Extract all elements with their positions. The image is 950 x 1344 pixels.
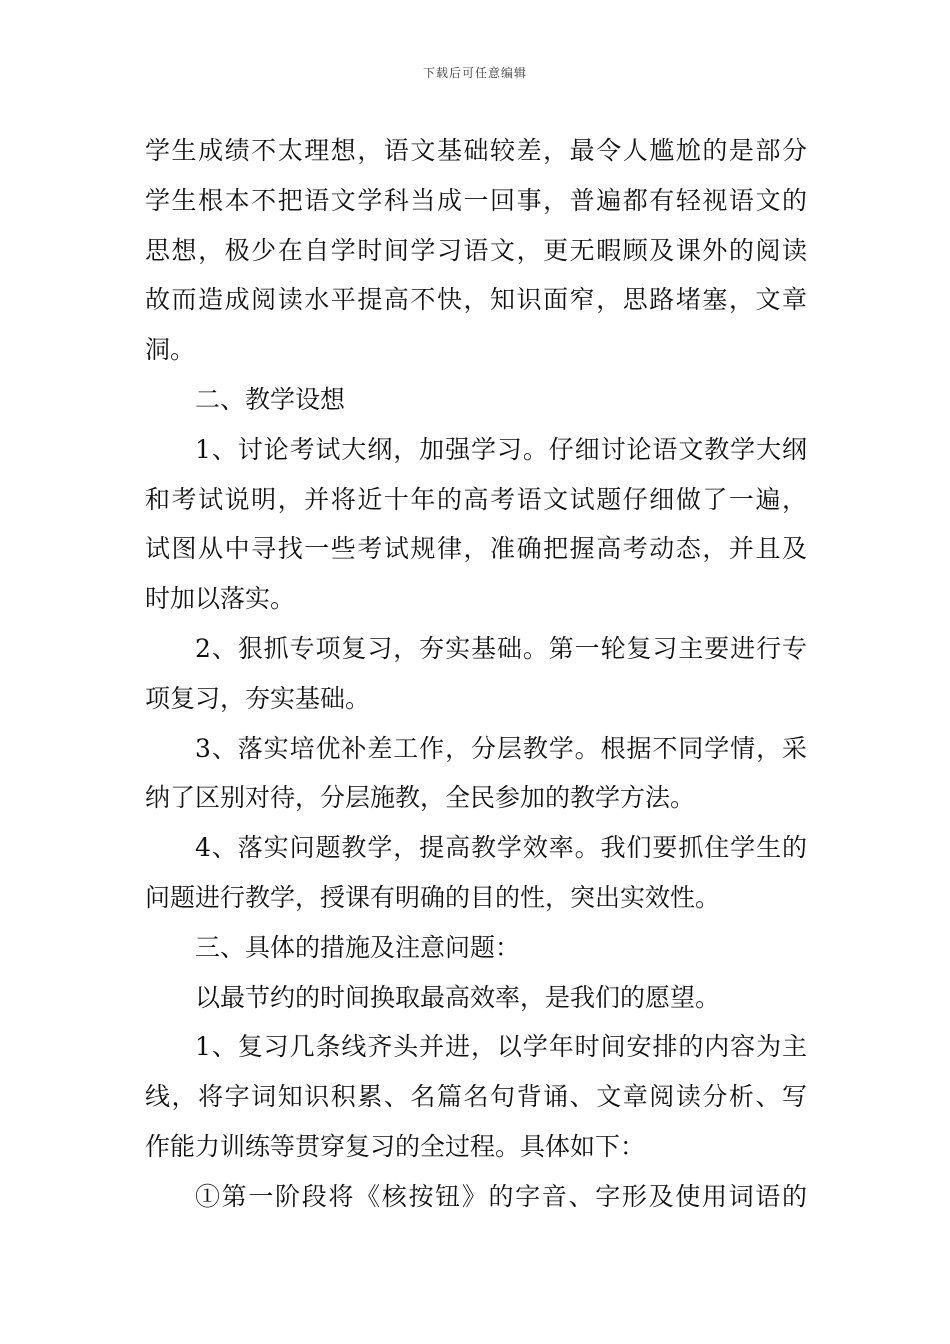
text-line: 思想，极少在自学时间学习语文，更无暇顾及课外的阅读	[145, 235, 807, 265]
text-line: 1、复习几条线齐头并进，以学年时间安排的内容为主	[195, 1032, 807, 1062]
text-line: 项复习，夯实基础。	[145, 683, 371, 713]
text-line: ①第一阶段将《核按钮》的字音、字形及使用词语的	[195, 1181, 807, 1211]
text-line: 2、狠抓专项复习，夯实基础。第一轮复习主要进行专	[195, 633, 807, 663]
text-line: 线，将字词知识积累、名篇名句背诵、文章阅读分析、写	[145, 1082, 807, 1112]
text-line: 以最节约的时间换取最高效率，是我们的愿望。	[195, 982, 721, 1012]
text-line: 3、落实培优补差工作，分层教学。根据不同学情，采	[195, 733, 807, 763]
text-line: 故而造成阅读水平提高不快，知识面窄，思路堵塞，文章	[145, 285, 807, 315]
section-heading: 二、教学设想	[195, 384, 346, 414]
text-line: 和考试说明，并将近十年的高考语文试题仔细做了一遍，	[145, 484, 807, 514]
text-line: 时加以落实。	[145, 584, 296, 614]
text-line: 学生根本不把语文学科当成一回事，普遍都有轻视语文的	[145, 185, 807, 215]
text-line: 洞。	[145, 335, 196, 365]
document-body	[145, 126, 807, 1222]
text-line: 纳了区别对待，分层施教，全民参加的教学方法。	[145, 783, 696, 813]
text-line: 作能力训练等贯穿复习的全过程。具体如下：	[145, 1131, 646, 1161]
page-header: 下载后可任意编辑	[422, 66, 527, 80]
text-line: 1、讨论考试大纲，加强学习。仔细讨论语文教学大纲	[195, 434, 807, 464]
text-line: 试图从中寻找一些考试规律，准确把握高考动态，并且及	[145, 534, 807, 564]
section-heading: 三、具体的措施及注意问题：	[195, 932, 521, 962]
text-line: 问题进行教学，授课有明确的目的性，突出实效性。	[145, 882, 721, 912]
text-line: 学生成绩不太理想，语文基础较差，最令人尴尬的是部分	[145, 136, 807, 165]
text-line: 4、落实问题教学，提高教学效率。我们要抓住学生的	[195, 833, 807, 863]
